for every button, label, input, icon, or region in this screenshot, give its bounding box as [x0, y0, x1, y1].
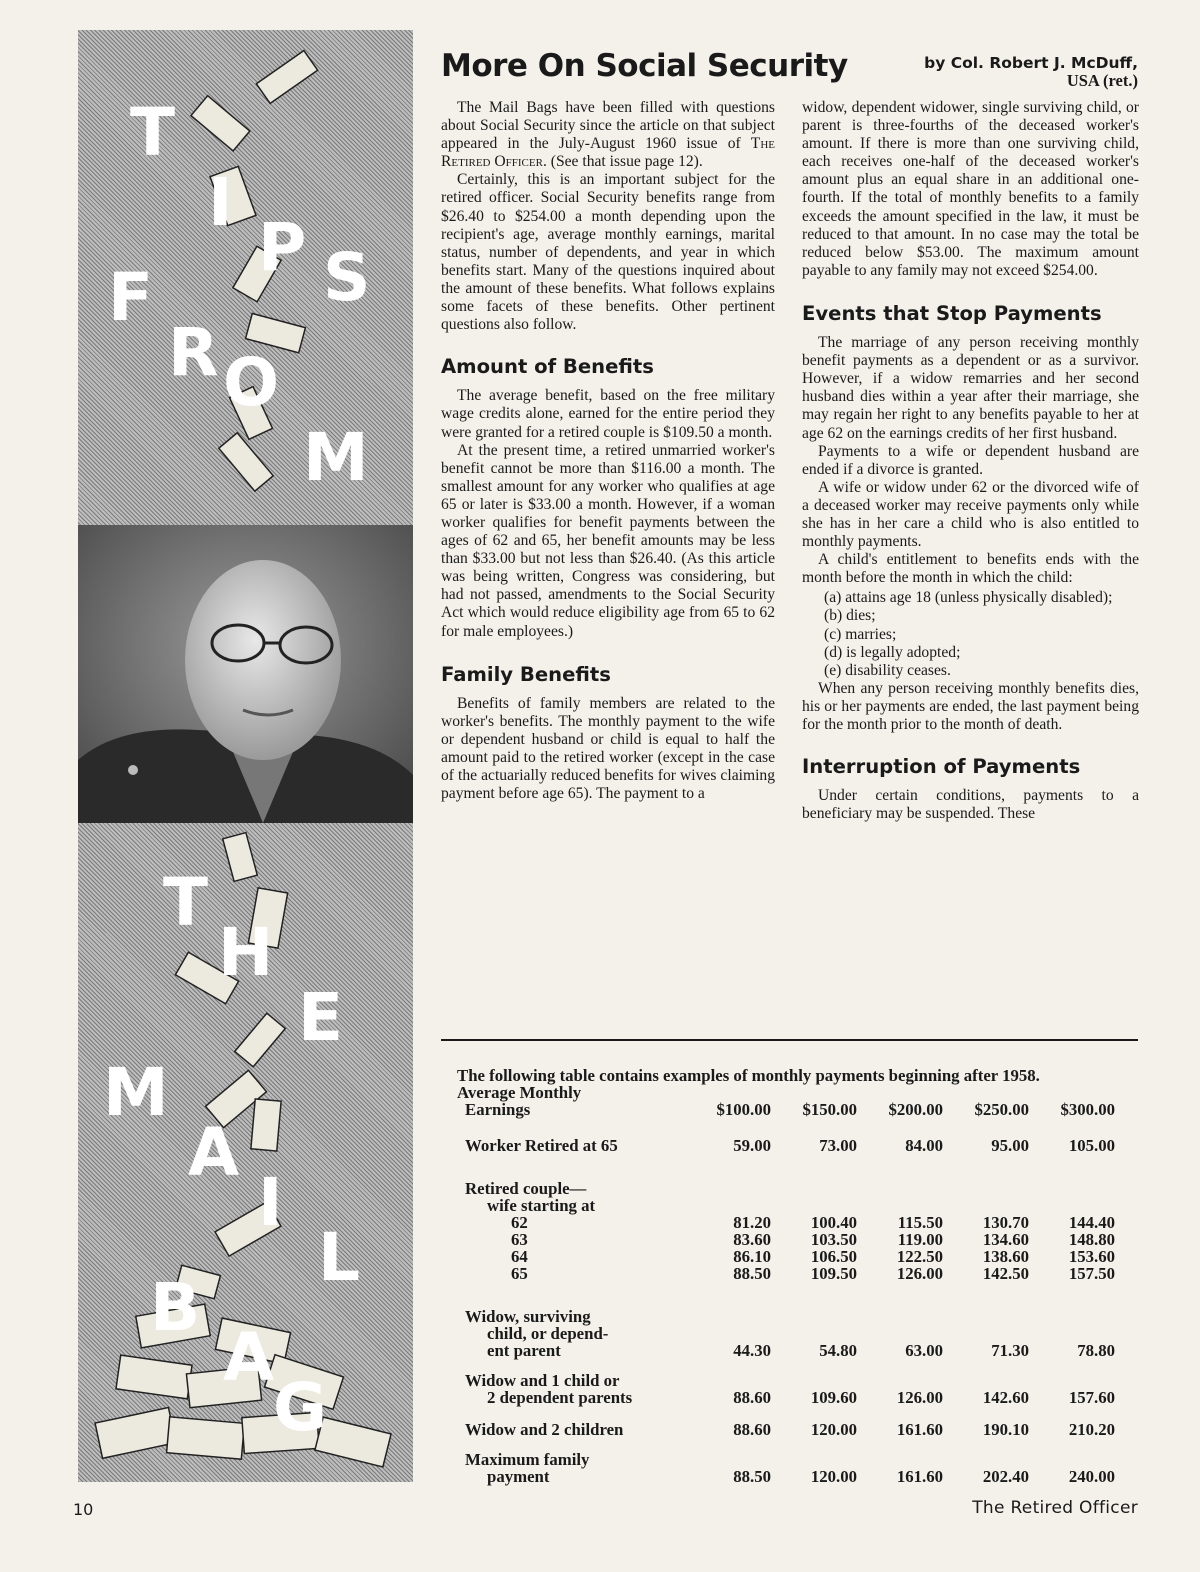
banner-letter: A	[223, 1319, 275, 1396]
table-cell: 88.50	[733, 1467, 771, 1486]
article-title: More On Social Security	[441, 48, 848, 84]
row-label-text: Retired couple—	[465, 1179, 587, 1198]
table-cell: 122.50	[896, 1247, 943, 1266]
row-label-text: wife starting at	[487, 1196, 596, 1215]
table-cell: 54.80	[819, 1341, 857, 1360]
table-cell: 63.00	[905, 1341, 943, 1360]
table-row	[465, 1282, 1115, 1359]
divider	[441, 1039, 1138, 1041]
page-number: 10	[73, 1500, 94, 1519]
table-cell: 44.30	[733, 1341, 771, 1360]
table-cell: 71.30	[991, 1341, 1029, 1360]
table-row	[465, 1406, 1115, 1438]
paragraph	[441, 99, 775, 171]
table-cell: 95.00	[991, 1136, 1029, 1155]
table-cell: 86.10	[733, 1247, 771, 1266]
row-label	[457, 1083, 685, 1119]
byline-author: by Col. Robert J. McDuff,	[924, 54, 1138, 72]
section-heading-family: Family Benefits	[441, 662, 611, 686]
table-cell: 84.00	[905, 1136, 943, 1155]
paragraph: widow, dependent widower, single surviving child, or parent is three-fourths of the deceased worker's amount. If there is more than one surviving child, each receives one-half of the deceased worker's amount plus an equal share in an additional one-fourth. If the total of monthly benefits to a family exceeds the amount specified in the law, it must be reduced to that amount. In no case may the total be reduced below $53.00. The maximum amount payable to any family may not exceed $254.00.	[802, 99, 1139, 279]
table-cell: 144.40	[1068, 1213, 1115, 1232]
section-heading-events: Events that Stop Payments	[802, 301, 1102, 325]
row-label: 64	[511, 1247, 528, 1266]
table-row	[465, 1265, 1115, 1282]
paragraph: Benefits of family members are related to the worker's benefits. The monthly payment to the wife or dependent husband or child is equal to half the amount paid to the retired worker (except in the case of the actuarially reduced benefits for wives claiming payment before age 65). The payment to a	[441, 694, 775, 803]
byline	[924, 54, 1138, 90]
table-cell: 81.20	[733, 1213, 771, 1232]
banner-letter: S	[323, 239, 371, 316]
banner-letter: A	[188, 1114, 240, 1191]
header-label: Average Monthly	[457, 1083, 582, 1102]
table-cell: 83.60	[733, 1230, 771, 1249]
paragraph-text: The Mail Bags have been filled with questions about Social Security since the article on that subject appeared in the July-August 1960 issue of	[441, 99, 775, 153]
table-cell: 106.50	[810, 1247, 857, 1266]
row-label-text: Widow and 1 child or	[465, 1371, 620, 1390]
paragraph: When any person receiving monthly benefits dies, his or her payments are ended, the last payment being for the month prior to the month of death.	[802, 679, 1139, 733]
row-label-text: Widow, surviving	[465, 1307, 591, 1326]
table-cell: 88.50	[733, 1264, 771, 1283]
banner-letter: G	[273, 1369, 328, 1446]
table-cell: 103.50	[810, 1230, 857, 1249]
table-cell: 119.00	[897, 1230, 943, 1249]
banner-letter: O	[223, 344, 280, 421]
table-cell: 138.60	[982, 1247, 1029, 1266]
table-row	[465, 1118, 1115, 1154]
payment-table	[457, 1066, 1115, 1486]
paragraph: A child's entitlement to benefits ends with the month before the month in which the child:	[802, 551, 1139, 587]
table-cell: 202.40	[982, 1467, 1029, 1486]
banner-letter: T	[163, 864, 209, 941]
table-row	[465, 1359, 1115, 1406]
banner-letter: M	[303, 419, 369, 496]
table-intro: The following table contains examples of monthly payments beginning after 1958.	[457, 1066, 1040, 1085]
row-label-text: payment	[487, 1467, 550, 1486]
list-item: (b) dies;	[824, 607, 876, 625]
row-label: Widow and 2 children	[465, 1420, 624, 1439]
table-cell: 161.60	[896, 1467, 943, 1486]
list-item: (c) marries;	[824, 625, 897, 643]
table-cell: 148.80	[1068, 1230, 1115, 1249]
banner-letter: M	[103, 1054, 169, 1131]
row-label-text: child, or depend-	[487, 1324, 609, 1343]
table-cell: 240.00	[1068, 1467, 1115, 1486]
table-cell: 142.60	[982, 1388, 1029, 1407]
table-header-row	[465, 1084, 1115, 1118]
table-cell: 153.60	[1068, 1247, 1115, 1266]
table-row	[465, 1438, 1115, 1485]
banner-letter: B	[150, 1269, 201, 1346]
table-row	[465, 1231, 1115, 1248]
row-label	[465, 1282, 685, 1359]
payments-grid	[457, 1083, 1115, 1486]
table-cell: 126.00	[896, 1264, 943, 1283]
paragraph: A wife or widow under 62 or the divorced wife of a deceased worker may receive payments only while she has in her care a child who is also entitled to monthly payments.	[802, 478, 1139, 551]
paragraph: Under certain conditions, payments to a beneficiary may be suspended. These	[802, 787, 1139, 823]
table-cell: 109.50	[810, 1264, 857, 1283]
table-cell: 130.70	[982, 1213, 1029, 1232]
banner-letter: I	[258, 1164, 283, 1241]
table-cell: 109.60	[810, 1388, 857, 1407]
row-label: 63	[511, 1230, 528, 1249]
column-header: $150.00	[802, 1100, 857, 1119]
row-label: 65	[511, 1264, 528, 1283]
byline-rank: USA (ret.)	[1066, 71, 1138, 90]
table-cell: 100.40	[810, 1213, 857, 1232]
column-header: $100.00	[716, 1100, 771, 1119]
row-label-text: Maximum family	[465, 1450, 590, 1469]
banner-letter: H	[218, 914, 274, 991]
column-header: $300.00	[1060, 1100, 1115, 1119]
row-label-text: ent parent	[487, 1341, 561, 1360]
banner-letter: F	[108, 259, 154, 336]
table-cell: 126.00	[896, 1388, 943, 1407]
table-cell: 157.50	[1068, 1264, 1115, 1283]
author-portrait	[78, 525, 413, 823]
table-cell: 190.10	[982, 1420, 1029, 1439]
banner-letter: T	[130, 94, 176, 171]
table-row	[465, 1154, 1115, 1214]
row-label	[465, 1154, 1115, 1214]
paragraph: The average benefit, based on the free military wage credits alone, earned for the entire period they were granted for a retired couple is $109.50 a month.	[441, 387, 775, 441]
table-cell: 115.50	[897, 1213, 943, 1232]
article-column-1	[441, 99, 775, 803]
section-heading-interruption: Interruption of Payments	[802, 755, 1081, 779]
table-cell: 142.50	[982, 1264, 1029, 1283]
table-cell: 88.60	[733, 1420, 771, 1439]
table-cell: 105.00	[1068, 1136, 1115, 1155]
conditions-list	[802, 589, 1139, 679]
banner-letter: I	[208, 164, 233, 241]
banner-letter: R	[168, 314, 219, 391]
table-cell: 161.60	[896, 1420, 943, 1439]
table-cell: 59.00	[733, 1136, 771, 1155]
publication-footer: The Retired Officer	[972, 1498, 1138, 1518]
list-item: (d) is legally adopted;	[824, 643, 961, 661]
banner-letter: E	[298, 979, 344, 1056]
table-cell: 120.00	[810, 1467, 857, 1486]
article-column-2	[802, 99, 1139, 823]
row-label: Worker Retired at 65	[465, 1136, 618, 1155]
banner-letter: L	[318, 1219, 361, 1296]
publication-name: The Retired Officer	[441, 135, 775, 171]
portrait-illustration	[78, 525, 413, 823]
table-cell: 88.60	[733, 1388, 771, 1407]
row-label	[465, 1359, 685, 1406]
section-heading-amount: Amount of Benefits	[441, 355, 654, 379]
paragraph: Payments to a wife or dependent husband are ended if a divorce is granted.	[802, 442, 1139, 478]
paragraph-text: . (See that issue page 12).	[542, 153, 703, 171]
list-item: (e) disability ceases.	[824, 661, 951, 679]
header-label: Earnings	[465, 1100, 531, 1119]
paragraph: Certainly, this is an important subject for the retired officer. Social Security benefits range from $26.40 to $254.00 a month depending upon the recipient's age, average monthly earnings, marital status, number of dependents, and year in which benefits start. Many of the questions inquired about the amount of these benefits. What follows explains some facets of these benefits. Other pertinent questions also follow.	[441, 171, 775, 334]
paragraph: At the present time, a retired unmarried worker's benefit cannot be more than $116.00 a month. The smallest amount for any worker who qualifies at age 65 or later is $33.00 a month. However, if a woman worker qualifies for benefit payments between the ages of 62 and 65, her benefit amounts may be less than $33.00 but not less than $26.40. (As this article was being written, Congress was considering, but had not passed, amendments to the Social Security Act which would reduce eligibility age from 65 to 62 for male employees.)	[441, 441, 775, 640]
column-header: $250.00	[974, 1100, 1029, 1119]
row-label-text: 2 dependent parents	[487, 1388, 633, 1407]
table-cell: 157.60	[1068, 1388, 1115, 1407]
table-cell: 210.20	[1068, 1420, 1115, 1439]
table-cell: 134.60	[982, 1230, 1029, 1249]
list-item: (a) attains age 18 (unless physically disabled);	[824, 589, 1113, 607]
table-row	[465, 1214, 1115, 1231]
table-cell: 73.00	[819, 1136, 857, 1155]
table-row	[465, 1248, 1115, 1265]
paragraph: The marriage of any person receiving monthly benefit payments as a dependent or as a survivor. However, if a widow remarries and her second husband dies within a year after their marriage, she may regain her right to any benefits payable to her at age 62 on the earnings credits of her first husband.	[802, 334, 1139, 442]
table-cell: 120.00	[810, 1420, 857, 1439]
banner-letter: P	[258, 209, 307, 286]
row-label: 62	[511, 1213, 528, 1232]
column-header: $200.00	[888, 1100, 943, 1119]
table-cell: 78.80	[1077, 1341, 1115, 1360]
row-label	[465, 1438, 685, 1485]
